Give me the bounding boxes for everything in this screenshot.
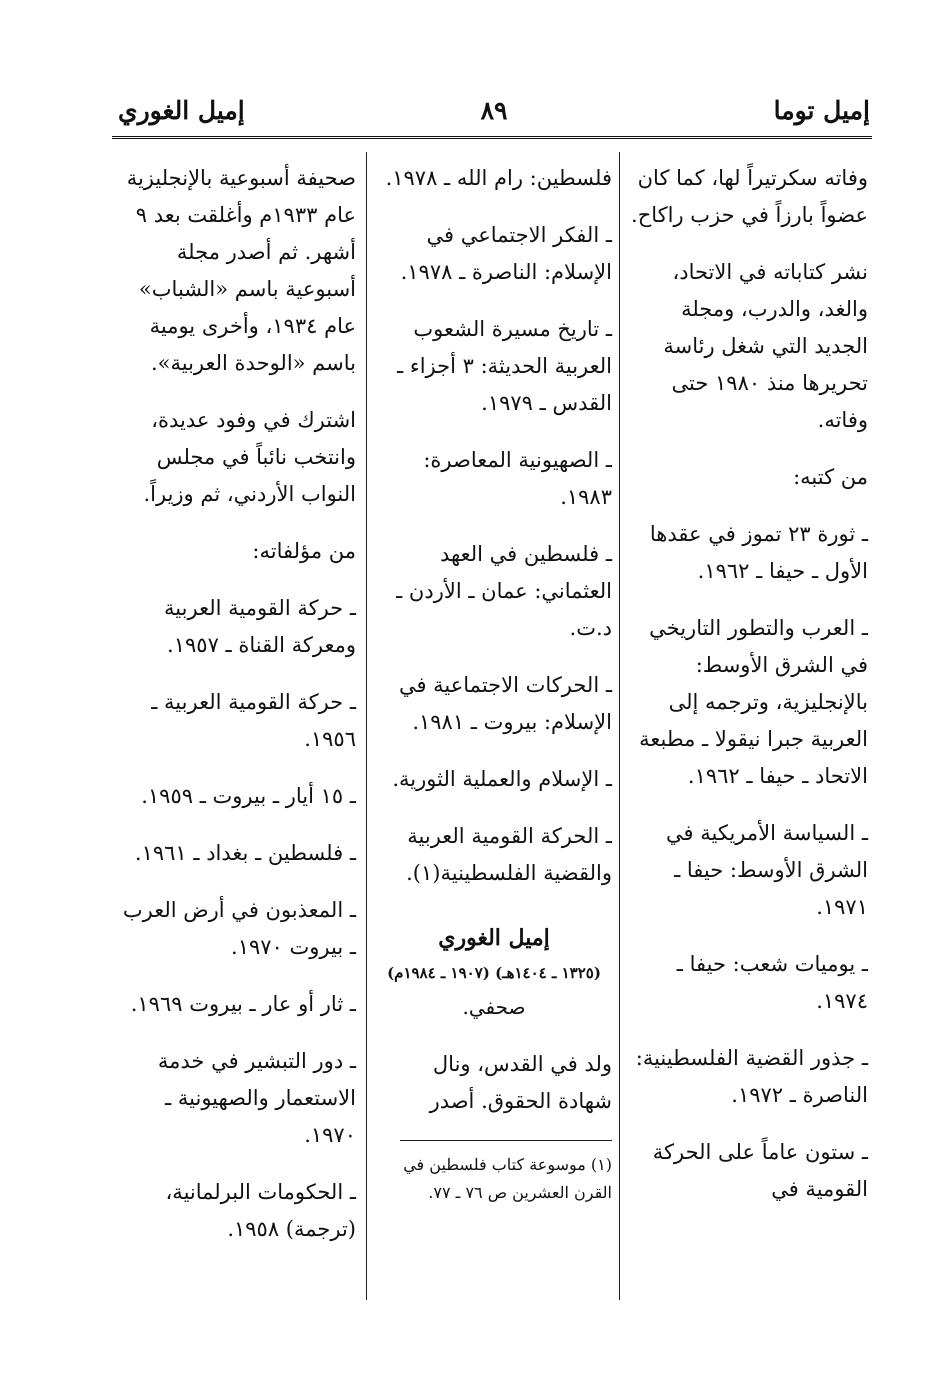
- page-header: [118, 96, 870, 136]
- footnote: (١) موسوعة كتاب فلسطين في القرن العشرين ص ٧٦ ـ ٧٧.: [403, 1155, 612, 1202]
- paragraph: من مؤلفاته:: [252, 539, 356, 563]
- running-title-left: إميل الغوري: [118, 96, 245, 125]
- list-item: ـ المعذبون في أرض العرب ـ بيروت ١٩٧٠.: [122, 898, 356, 959]
- column-divider-left: [366, 152, 367, 1300]
- list-item: ـ الحركات الاجتماعية في الإسلام: بيروت ـ ١٩٨١.: [398, 673, 612, 734]
- running-title-right: إميل توما: [773, 96, 870, 125]
- paragraph: من كتبه:: [793, 465, 868, 489]
- footnote-rule: [400, 1140, 612, 1141]
- biography-dates: (١٣٢٥ ـ ١٤٠٤هـ) (١٩٠٧ ـ ١٩٨٤م): [387, 964, 601, 982]
- paragraph: اشترك في وفود عديدة، وانتخب نائباً في مجلس النواب الأردني، ثم وزيراً.: [143, 408, 356, 506]
- list-item: ـ ستون عاماً على الحركة القومية في: [652, 1140, 868, 1201]
- column-divider-right: [619, 152, 620, 1300]
- list-item: ـ يوميات شعب: حيفا ـ ١٩٧٤.: [676, 952, 868, 1013]
- column-left: [118, 160, 356, 1268]
- paragraph: صحيفة أسبوعية بالإنجليزية عام ١٩٣٣م وأغلقت بعد ٩ أشهر. ثم أصدر مجلة أسبوعية باسم «الشباب» عام ١٩٣٤، وأخرى يومية باسم «الوحدة العربية».: [126, 166, 356, 375]
- column-middle: [376, 160, 612, 1227]
- list-item: ـ جذور القضية الفلسطينية: الناصرة ـ ١٩٧٢.: [635, 1046, 868, 1107]
- list-item: فلسطين: رام الله ـ ١٩٧٨.: [385, 166, 612, 190]
- list-item: ـ العرب والتطور التاريخي في الشرق الأوسط: بالإنجليزية، وترجمه إلى العربية جبرا نيقولا ـ مطبعة الاتحاد ـ حيفا ـ ١٩٦٢.: [639, 616, 868, 788]
- biography-role: صحفي.: [462, 995, 526, 1019]
- list-item: ـ ثورة ٢٣ تموز في عقدها الأول ـ حيفا ـ ١٩٦٢.: [649, 522, 868, 583]
- column-right: [628, 160, 868, 1228]
- list-item: ـ السياسة الأمريكية في الشرق الأوسط: حيفا ـ ١٩٧١.: [666, 821, 868, 919]
- header-rule: [112, 136, 872, 139]
- list-item: ـ الصهيونية المعاصرة: ١٩٨٣.: [423, 448, 612, 509]
- list-item: ـ الإسلام والعملية الثورية.: [392, 767, 612, 791]
- list-item: ـ حركة القومية العربية ـ ١٩٥٦.: [151, 690, 356, 751]
- list-item: ـ الحكومات البرلمانية، (ترجمة) ١٩٥٨.: [165, 1180, 356, 1241]
- list-item: ـ تاريخ مسيرة الشعوب العربية الحديثة: ٣ أجزاء ـ القدس ـ ١٩٧٩.: [397, 317, 612, 415]
- biography-name: إميل الغوري: [438, 925, 550, 951]
- list-item: ـ فلسطين في العهد العثماني: عمان ـ الأردن ـ د.ت.: [396, 542, 612, 640]
- list-item: ـ ١٥ أيار ـ بيروت ـ ١٩٥٩.: [141, 784, 356, 808]
- list-item: ـ فلسطين ـ بغداد ـ ١٩٦١.: [134, 841, 356, 865]
- list-item: ـ حركة القومية العربية ومعركة القناة ـ ١٩٥٧.: [164, 596, 356, 657]
- list-item: ـ ثار أو عار ـ بيروت ١٩٦٩.: [130, 992, 356, 1016]
- page-number: ٨٩: [480, 96, 508, 125]
- list-item: ـ دور التبشير في خدمة الاستعمار والصهيونية ـ ١٩٧٠.: [157, 1049, 356, 1147]
- paragraph: ولد في القدس، ونال شهادة الحقوق. أصدر: [429, 1052, 612, 1113]
- paragraph: وفاته سكرتيراً لها، كما كان عضواً بارزاً في حزب راكاح.: [631, 166, 868, 227]
- paragraph: نشر كتاباته في الاتحاد، والغد، والدرب، ومجلة الجديد التي شغل رئاسة تحريرها منذ ١٩٨٠ حتى وفاته.: [663, 260, 868, 432]
- list-item: ـ الفكر الاجتماعي في الإسلام: الناصرة ـ ١٩٧٨.: [400, 223, 612, 284]
- list-item: ـ الحركة القومية العربية والقضية الفلسطينية(١).: [406, 824, 612, 885]
